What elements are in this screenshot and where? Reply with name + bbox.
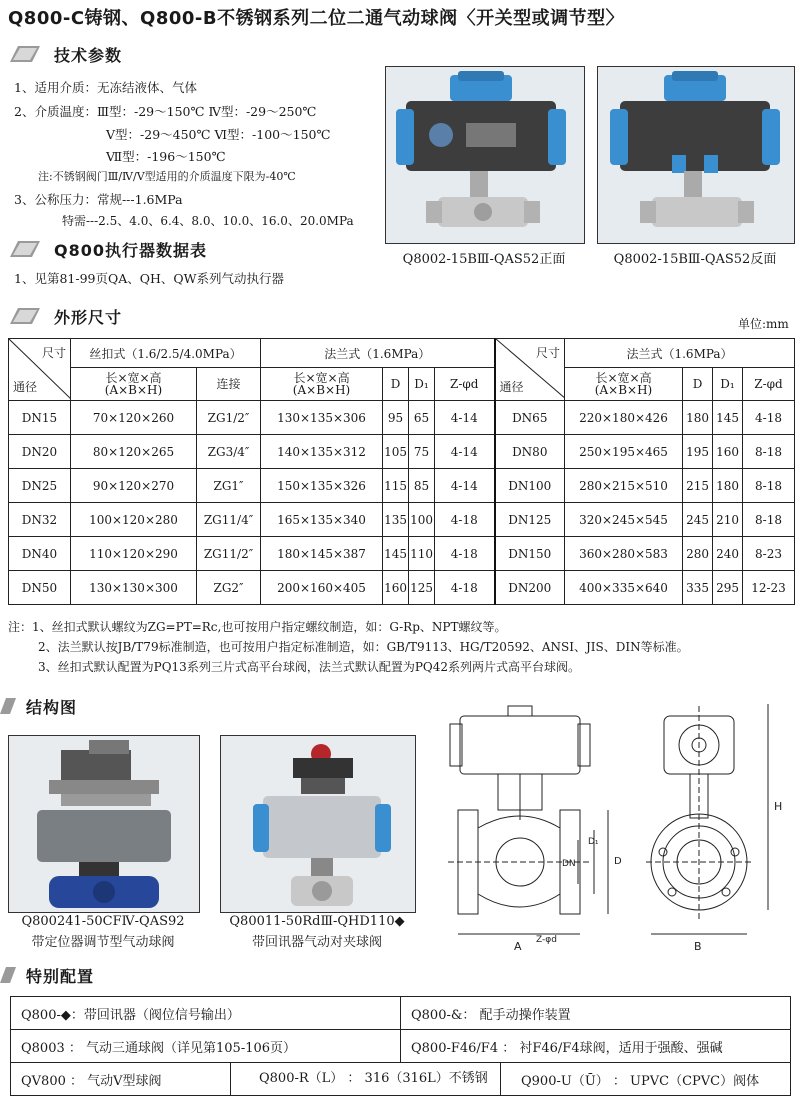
header-conn: 连接 bbox=[197, 368, 261, 401]
table-row bbox=[11, 997, 791, 1030]
photo-front-caption: Q8002-15BⅢ-QAS52正面 bbox=[402, 252, 566, 267]
struct1-caption-1: Q800241-50CFⅣ-QAS92 bbox=[21, 914, 185, 929]
actuator-note: 1、见第81-99页QA、QH、QW系列气动执行器 bbox=[14, 271, 285, 286]
special-r3-cell bbox=[231, 1063, 791, 1096]
header-thread: 丝扣式（1.6/2.5/4.0MPa） bbox=[71, 339, 261, 368]
photo-feedback-valve bbox=[220, 735, 416, 913]
diagonal-line bbox=[496, 339, 565, 399]
table-row bbox=[11, 1030, 791, 1063]
special-r2c1: Q8003 ： 气动三通球阀（详见第105-106页） bbox=[11, 1030, 401, 1063]
section-title-actuator: Q800执行器数据表 bbox=[54, 240, 208, 260]
header-dn: 通径 bbox=[13, 380, 38, 394]
section-title-tech: 技术参数 bbox=[54, 45, 123, 65]
dim-label-a: A bbox=[514, 940, 522, 953]
tech-line-2: 2、介质温度：Ⅲ型：-29～150℃ Ⅳ型：-29～250℃ bbox=[14, 104, 317, 119]
tech-line-1: 1、适用介质：无冻结液体、气体 bbox=[14, 80, 197, 95]
section-header-structure bbox=[0, 694, 77, 718]
note-3: 3、丝扣式默认配置为PQ13系列三片式高平台球阀，法兰式默认配置为PQ42系列两片式高平台球阀。 bbox=[38, 660, 581, 674]
section-header-actuator bbox=[10, 237, 207, 261]
dim-label-dn: DN bbox=[562, 859, 576, 869]
table-row: DN20 80×120×265 ZG3/4″ 140×135×312 105 75 4-14 DN80 250×195×465 195 160 8-18 bbox=[9, 435, 795, 469]
section-marker-icon bbox=[10, 308, 40, 324]
section-header-dims bbox=[10, 304, 122, 328]
tech-line-3: V型：-29～450℃ Ⅵ型：-100～150℃ bbox=[106, 127, 331, 142]
struct2-caption-1: Q80011-50RdⅢ-QHD110◆ bbox=[229, 914, 405, 929]
special-r3c2: Q800-R（L） ： 316（316L）不锈钢 bbox=[231, 1063, 501, 1095]
section-marker-icon bbox=[10, 241, 40, 257]
dim-label-b: B bbox=[694, 940, 702, 953]
special-r3c1: QV800 ： 气动V型球阀 bbox=[11, 1063, 231, 1096]
header-size-dn-right bbox=[495, 339, 565, 401]
header-size: 尺寸 bbox=[41, 346, 66, 360]
special-r1c1: Q800-◆：带回讯器（阀位信号输出） bbox=[11, 997, 401, 1030]
header-d: D bbox=[383, 368, 409, 401]
dim-label-h: H bbox=[774, 800, 783, 813]
struct1-caption-2: 带定位器调节型气动球阀 bbox=[31, 935, 175, 950]
header-d1: D₁ bbox=[409, 368, 435, 401]
table-row: DN25 90×120×270 ZG1″ 150×135×326 115 85 4-14 DN100 280×215×510 215 180 8-18 bbox=[9, 469, 795, 503]
dim-label-d1: D₁ bbox=[588, 837, 599, 847]
dim-label-z: Z-φd bbox=[536, 935, 557, 945]
header-d-right: D bbox=[683, 368, 713, 401]
page-title: Q800-C铸钢、Q800-B不锈钢系列二位二通气动球阀〈开关型或调节型〉 bbox=[8, 8, 625, 29]
section-header-tech bbox=[10, 42, 122, 66]
tech-line-6: 特需---2.5、4.0、6.4、8.0、10.0、16.0、20.0MPa bbox=[62, 214, 354, 228]
section-marker-icon bbox=[0, 967, 16, 983]
section-title-special: 特别配置 bbox=[26, 966, 95, 986]
header-size-dn-left bbox=[9, 339, 71, 401]
header-flange-right: 法兰式（1.6MPa） bbox=[565, 339, 795, 368]
header-z-right: Z-φd bbox=[743, 368, 795, 401]
unit-label: 单位:mm bbox=[738, 317, 789, 331]
tech-line-4: Ⅶ型：-196～150℃ bbox=[106, 149, 226, 164]
photo-back-caption: Q8002-15BⅢ-QAS52反面 bbox=[613, 252, 777, 267]
header-flange: 法兰式（1.6MPa） bbox=[261, 339, 495, 368]
table-row bbox=[11, 1063, 791, 1096]
section-marker-icon bbox=[0, 698, 16, 714]
header-dims-flange-right: 长×宽×高 (A×B×H) bbox=[565, 368, 683, 401]
special-config-table bbox=[10, 996, 791, 1096]
photo-positioner-valve bbox=[8, 735, 200, 913]
photo-valve-front bbox=[385, 66, 585, 244]
header-dn: 通径 bbox=[499, 380, 524, 394]
table-row: DN50 130×130×300 ZG2″ 200×160×405 160 125 4-18 DN200 400×335×640 335 295 12-23 bbox=[9, 571, 795, 605]
header-z: Z-φd bbox=[435, 368, 495, 401]
special-r3c3: Q900-U（Ū） ： UPVC（CPVC）阀体 bbox=[521, 1073, 760, 1089]
section-marker-icon bbox=[10, 46, 40, 62]
note-1: 注：1、丝扣式默认螺纹为ZG=PT=Rc,也可按用户指定螺纹制造，如：G-Rp、NPT螺纹等。 bbox=[8, 620, 507, 634]
section-title-dims: 外形尺寸 bbox=[54, 307, 123, 327]
tech-line-5: 3、公称压力：常规---1.6MPa bbox=[14, 192, 183, 207]
special-r1c2: Q800-&： 配手动操作装置 bbox=[401, 997, 791, 1030]
header-dims-flange: 长×宽×高 (A×B×H) bbox=[261, 368, 383, 401]
photo-valve-back bbox=[597, 66, 795, 244]
diagonal-line bbox=[9, 339, 71, 399]
table-row: DN40 110×120×290 ZG11/2″ 180×145×387 145 110 4-18 DN150 360×280×583 280 240 8-23 bbox=[9, 537, 795, 571]
header-size: 尺寸 bbox=[536, 346, 561, 360]
note-2: 2、法兰默认按JB/T79标准制造，也可按用户指定标准制造，如：GB/T9113、HG/T20592、ANSI、JIS、DIN等标准。 bbox=[38, 640, 689, 654]
header-dims-thread: 长×宽×高 (A×B×H) bbox=[71, 368, 197, 401]
header-d1-right: D₁ bbox=[713, 368, 743, 401]
special-r2c2: Q800-F46/F4 ： 衬F46/F4球阀，适用于强酸、强碱 bbox=[401, 1030, 791, 1063]
table-row: DN15 70×120×260 ZG1/2″ 130×135×306 95 65 4-14 DN65 220×180×426 180 145 4-18 bbox=[9, 401, 795, 435]
section-title-structure: 结构图 bbox=[26, 697, 78, 717]
table-row: DN32 100×120×280 ZG11/4″ 165×135×340 135 100 4-18 DN125 320×245×545 245 210 8-18 bbox=[9, 503, 795, 537]
technical-drawing bbox=[428, 694, 798, 960]
dimension-table bbox=[8, 338, 795, 605]
dim-label-d: D bbox=[614, 856, 622, 867]
struct2-caption-2: 带回讯器气动对夹球阀 bbox=[251, 935, 382, 950]
section-header-special bbox=[0, 963, 94, 987]
tech-note: 注:不锈钢阀门Ⅲ/Ⅳ/V型适用的介质温度下限为-40℃ bbox=[38, 170, 296, 183]
